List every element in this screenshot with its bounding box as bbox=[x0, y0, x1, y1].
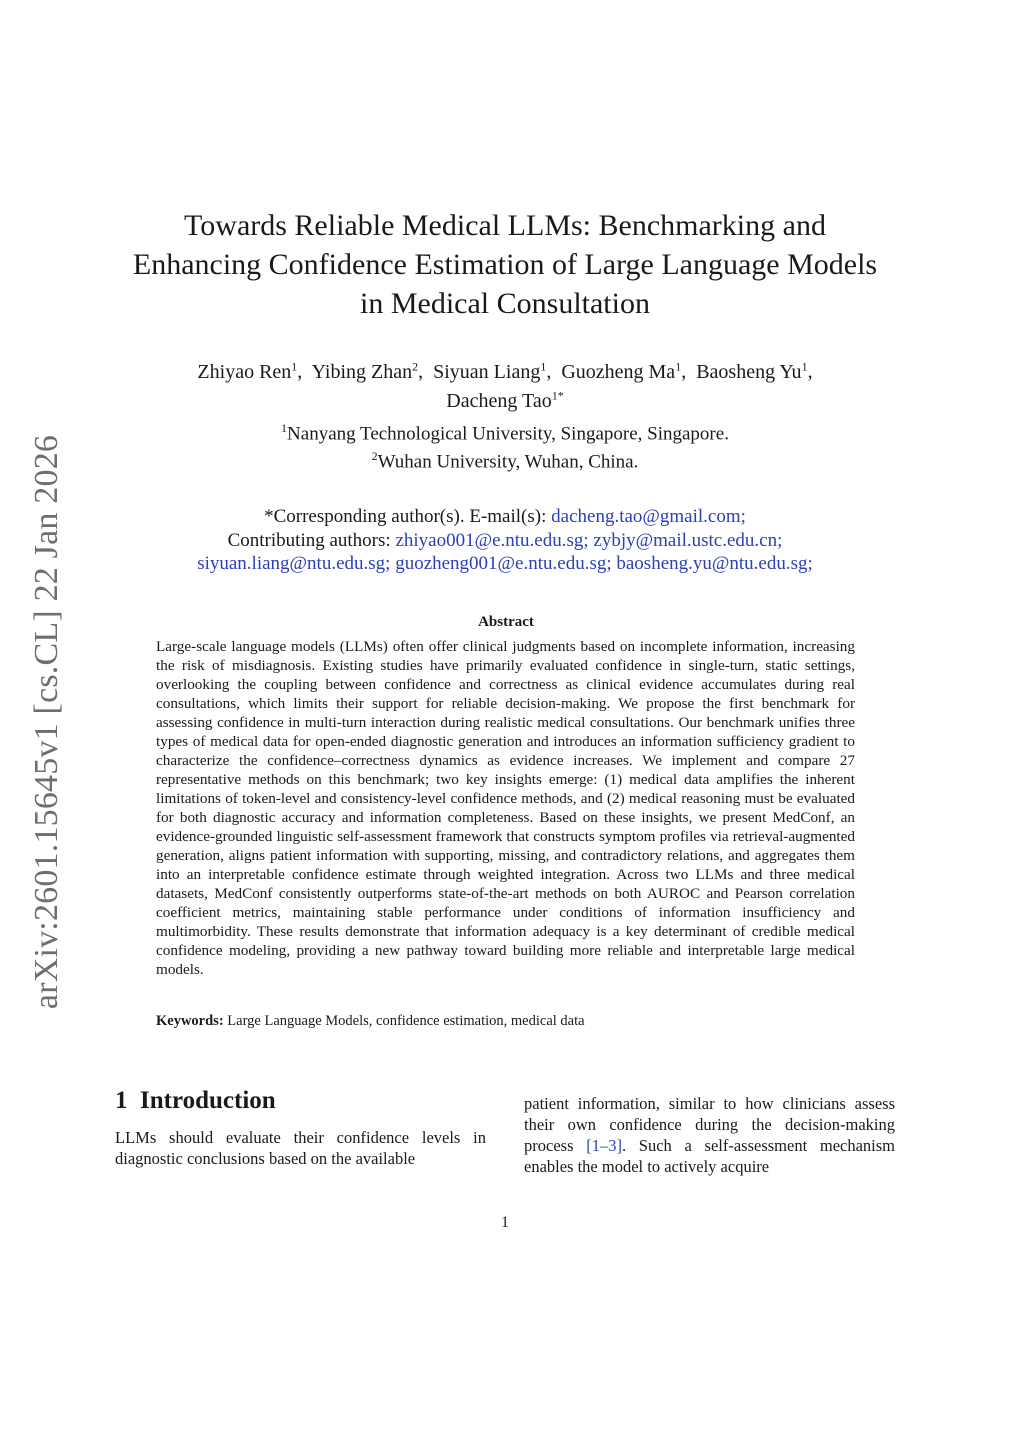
title-line: Towards Reliable Medical LLMs: Benchmarking and bbox=[184, 209, 826, 242]
paper-title bbox=[110, 206, 900, 323]
keywords-label: Keywords: bbox=[156, 1013, 224, 1029]
author: Siyuan Liang$^1$ bbox=[433, 359, 547, 383]
section-title: Introduction bbox=[140, 1087, 276, 1114]
keywords bbox=[156, 1013, 856, 1030]
email-link[interactable]: dacheng.tao@gmail.com; bbox=[551, 506, 746, 527]
affiliations bbox=[110, 417, 900, 474]
contributing-label: Contributing authors: bbox=[227, 529, 391, 551]
keywords-text: Large Language Models, confidence estimation, medical data bbox=[227, 1013, 585, 1029]
author: Zhiyao Ren$^1$ bbox=[197, 359, 298, 383]
author: Yibing Zhan$^2$ bbox=[311, 359, 419, 383]
intro-paragraph-right: patient information, similar to how clinicians assess their own confidence during the decision-making process [1–3]. Such a self-assessment mechanism enables the model to actively acquire bbox=[524, 1094, 896, 1176]
title-line: Enhancing Confidence Estimation of Large Language Models bbox=[132, 248, 878, 281]
page-number: 1 bbox=[501, 1214, 509, 1231]
title-line: in Medical Consultation bbox=[360, 287, 650, 320]
email-link[interactable]: zhiyao001@e.ntu.edu.sg; bbox=[395, 529, 589, 551]
arxiv-stamp: arXiv:2601.15645v1 [cs.CL] 22 Jan 2026 bbox=[28, 434, 65, 1010]
author: Guozheng Ma$^1$ bbox=[561, 359, 682, 383]
affiliation: $^1$Nanyang Technological University, Singapore, Singapore. bbox=[281, 421, 729, 445]
section-number: 1 bbox=[115, 1087, 128, 1114]
corresponding-label: *Corresponding author(s). E-mail(s): bbox=[264, 506, 547, 527]
affiliation: $^2$Wuhan University, Wuhan, China. bbox=[371, 449, 639, 473]
abstract-body: Large-scale language models (LLMs) often offer clinical judgments based on incomplete information, increasing the risk of misdiagnosis. Existing studies have primarily evaluated confidence in single-turn, static settings, overlooking the coupling between confidence and correctness as clinical evidence accumulates during real consultations, which limits their support for reliable decision-making. We propose the first benchmark for assessing confidence in multi-turn interaction during realistic medical consultations. Our benchmark unifies three types of medical data for open-ended diagnostic generation and introduces an information sufficiency gradient to characterize the confidence–correctness dynamics as evidence increases. We implement and compare 27 representative methods on this benchmark; two key insights emerge: (1) medical data amplifies the inherent limitations of token-level and consistency-level confidence methods, and (2) medical reasoning must be evaluated for both diagnostic accuracy and information completeness. Based on these insights, we present MedConf, an evidence-grounded linguistic self-assessment framework that constructs symptom profiles via retrieval-augmented generation, aligns patient information with supporting, missing, and contradictory relations, and aggregates them into an interpretable confidence estimate through weighted integration. Across two LLMs and three medical datasets, MedConf consistently outperforms state-of-the-art methods on both AUROC and Pearson correlation coefficient metrics, maintaining stable performance under conditions of information insufficiency and multimorbidity. These results demonstrate that information adequacy is a key determinant of credible medical confidence modeling, providing a new pathway toward building more reliable and interpretable large medical models. bbox=[156, 638, 855, 978]
section-heading bbox=[115, 1087, 276, 1115]
citation-link[interactable]: [1–3] bbox=[586, 1136, 622, 1155]
abstract-heading: Abstract bbox=[478, 614, 534, 630]
email-link[interactable]: siyuan.liang@ntu.edu.sg; bbox=[197, 553, 391, 574]
author: Dacheng Tao$^{1*}$ bbox=[446, 388, 564, 413]
email-link[interactable]: baosheng.yu@ntu.edu.sg; bbox=[616, 553, 813, 574]
author-list: Zhiyao Ren$^1$, Yibing Zhan$^2$, Siyuan Liang$^1$, Guozheng Ma$^1$, Baosheng Yu$^1$, Dacheng Tao$^{1*}$ bbox=[197, 359, 813, 413]
email-link[interactable]: guozheng001@e.ntu.edu.sg; bbox=[395, 553, 612, 574]
contact-emails bbox=[110, 505, 900, 576]
email-link[interactable]: zybjy@mail.ustc.edu.cn; bbox=[593, 529, 783, 551]
intro-paragraph-left: LLMs should evaluate their confidence levels in diagnostic conclusions based on the available bbox=[115, 1128, 486, 1168]
author: Baosheng Yu$^1$ bbox=[696, 359, 808, 383]
